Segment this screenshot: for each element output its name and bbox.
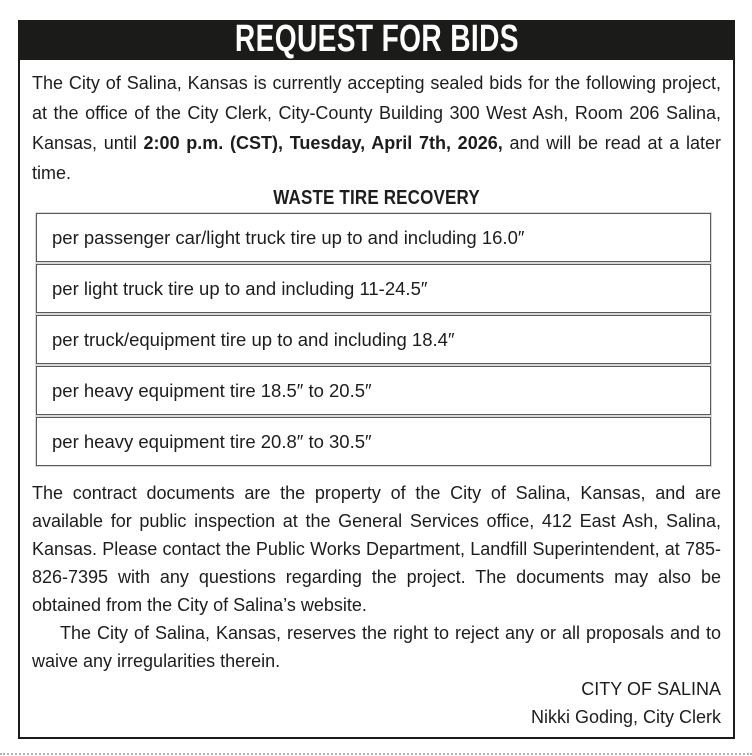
contract-paragraph: The contract documents are the property of the City of Salina, Kansas, and are available for public inspection at the General Services office, 412 East Ash, Salina, Kansas. Please contact the Public Works Department, Landfill Superintendent, at 785-826-7395 with any questions regarding the project. The documents may also be obtained from the City of Salina’s website.	[32, 483, 721, 615]
project-heading	[32, 188, 721, 208]
bid-item-label: per heavy equipment tire 18.5″ to 20.5″	[52, 379, 372, 401]
rights-paragraph: The City of Salina, Kansas, reserves the right to reject any or all proposals and to waive any irregularities therein.	[32, 623, 721, 671]
notice-body	[18, 60, 735, 739]
notice-title: REQUEST FOR BIDS	[234, 17, 519, 60]
bid-item-row	[36, 315, 711, 364]
project-heading-text: WASTE TIRE RECOVERY	[273, 187, 480, 209]
signature-block	[32, 675, 721, 731]
bid-item-label: per passenger car/light truck tire up to and including 16.0″	[52, 226, 525, 248]
bid-item-row	[36, 366, 711, 415]
bid-deadline: 2:00 p.m. (CST), Tuesday, April 7th, 2026,	[143, 133, 503, 153]
notice-title-bar	[18, 17, 735, 60]
bid-items-table	[36, 213, 711, 466]
scan-artifact-line	[0, 753, 752, 755]
bid-item-row	[36, 264, 711, 313]
bid-notice	[18, 17, 735, 739]
intro-text-post: and will be read at a later time.	[32, 133, 722, 183]
bid-item-row	[36, 213, 711, 262]
bid-item-label: per truck/equipment tire up to and including 18.4″	[52, 328, 455, 350]
signature-clerk: Nikki Goding, City Clerk	[530, 707, 721, 727]
signature-org: CITY OF SALINA	[581, 679, 721, 699]
bid-item-label: per heavy equipment tire 20.8″ to 30.5″	[52, 430, 372, 452]
bid-item-row	[36, 417, 711, 466]
bid-item-label: per light truck tire up to and including 11-24.5″	[52, 277, 428, 299]
intro-text-pre: The City of Salina, Kansas is currently accepting sealed bids for the following project, at the office of the City Clerk, City-County Building 300 West Ash, Room 206 Salina, Kansas, until	[32, 73, 721, 153]
intro-paragraph	[32, 68, 721, 188]
